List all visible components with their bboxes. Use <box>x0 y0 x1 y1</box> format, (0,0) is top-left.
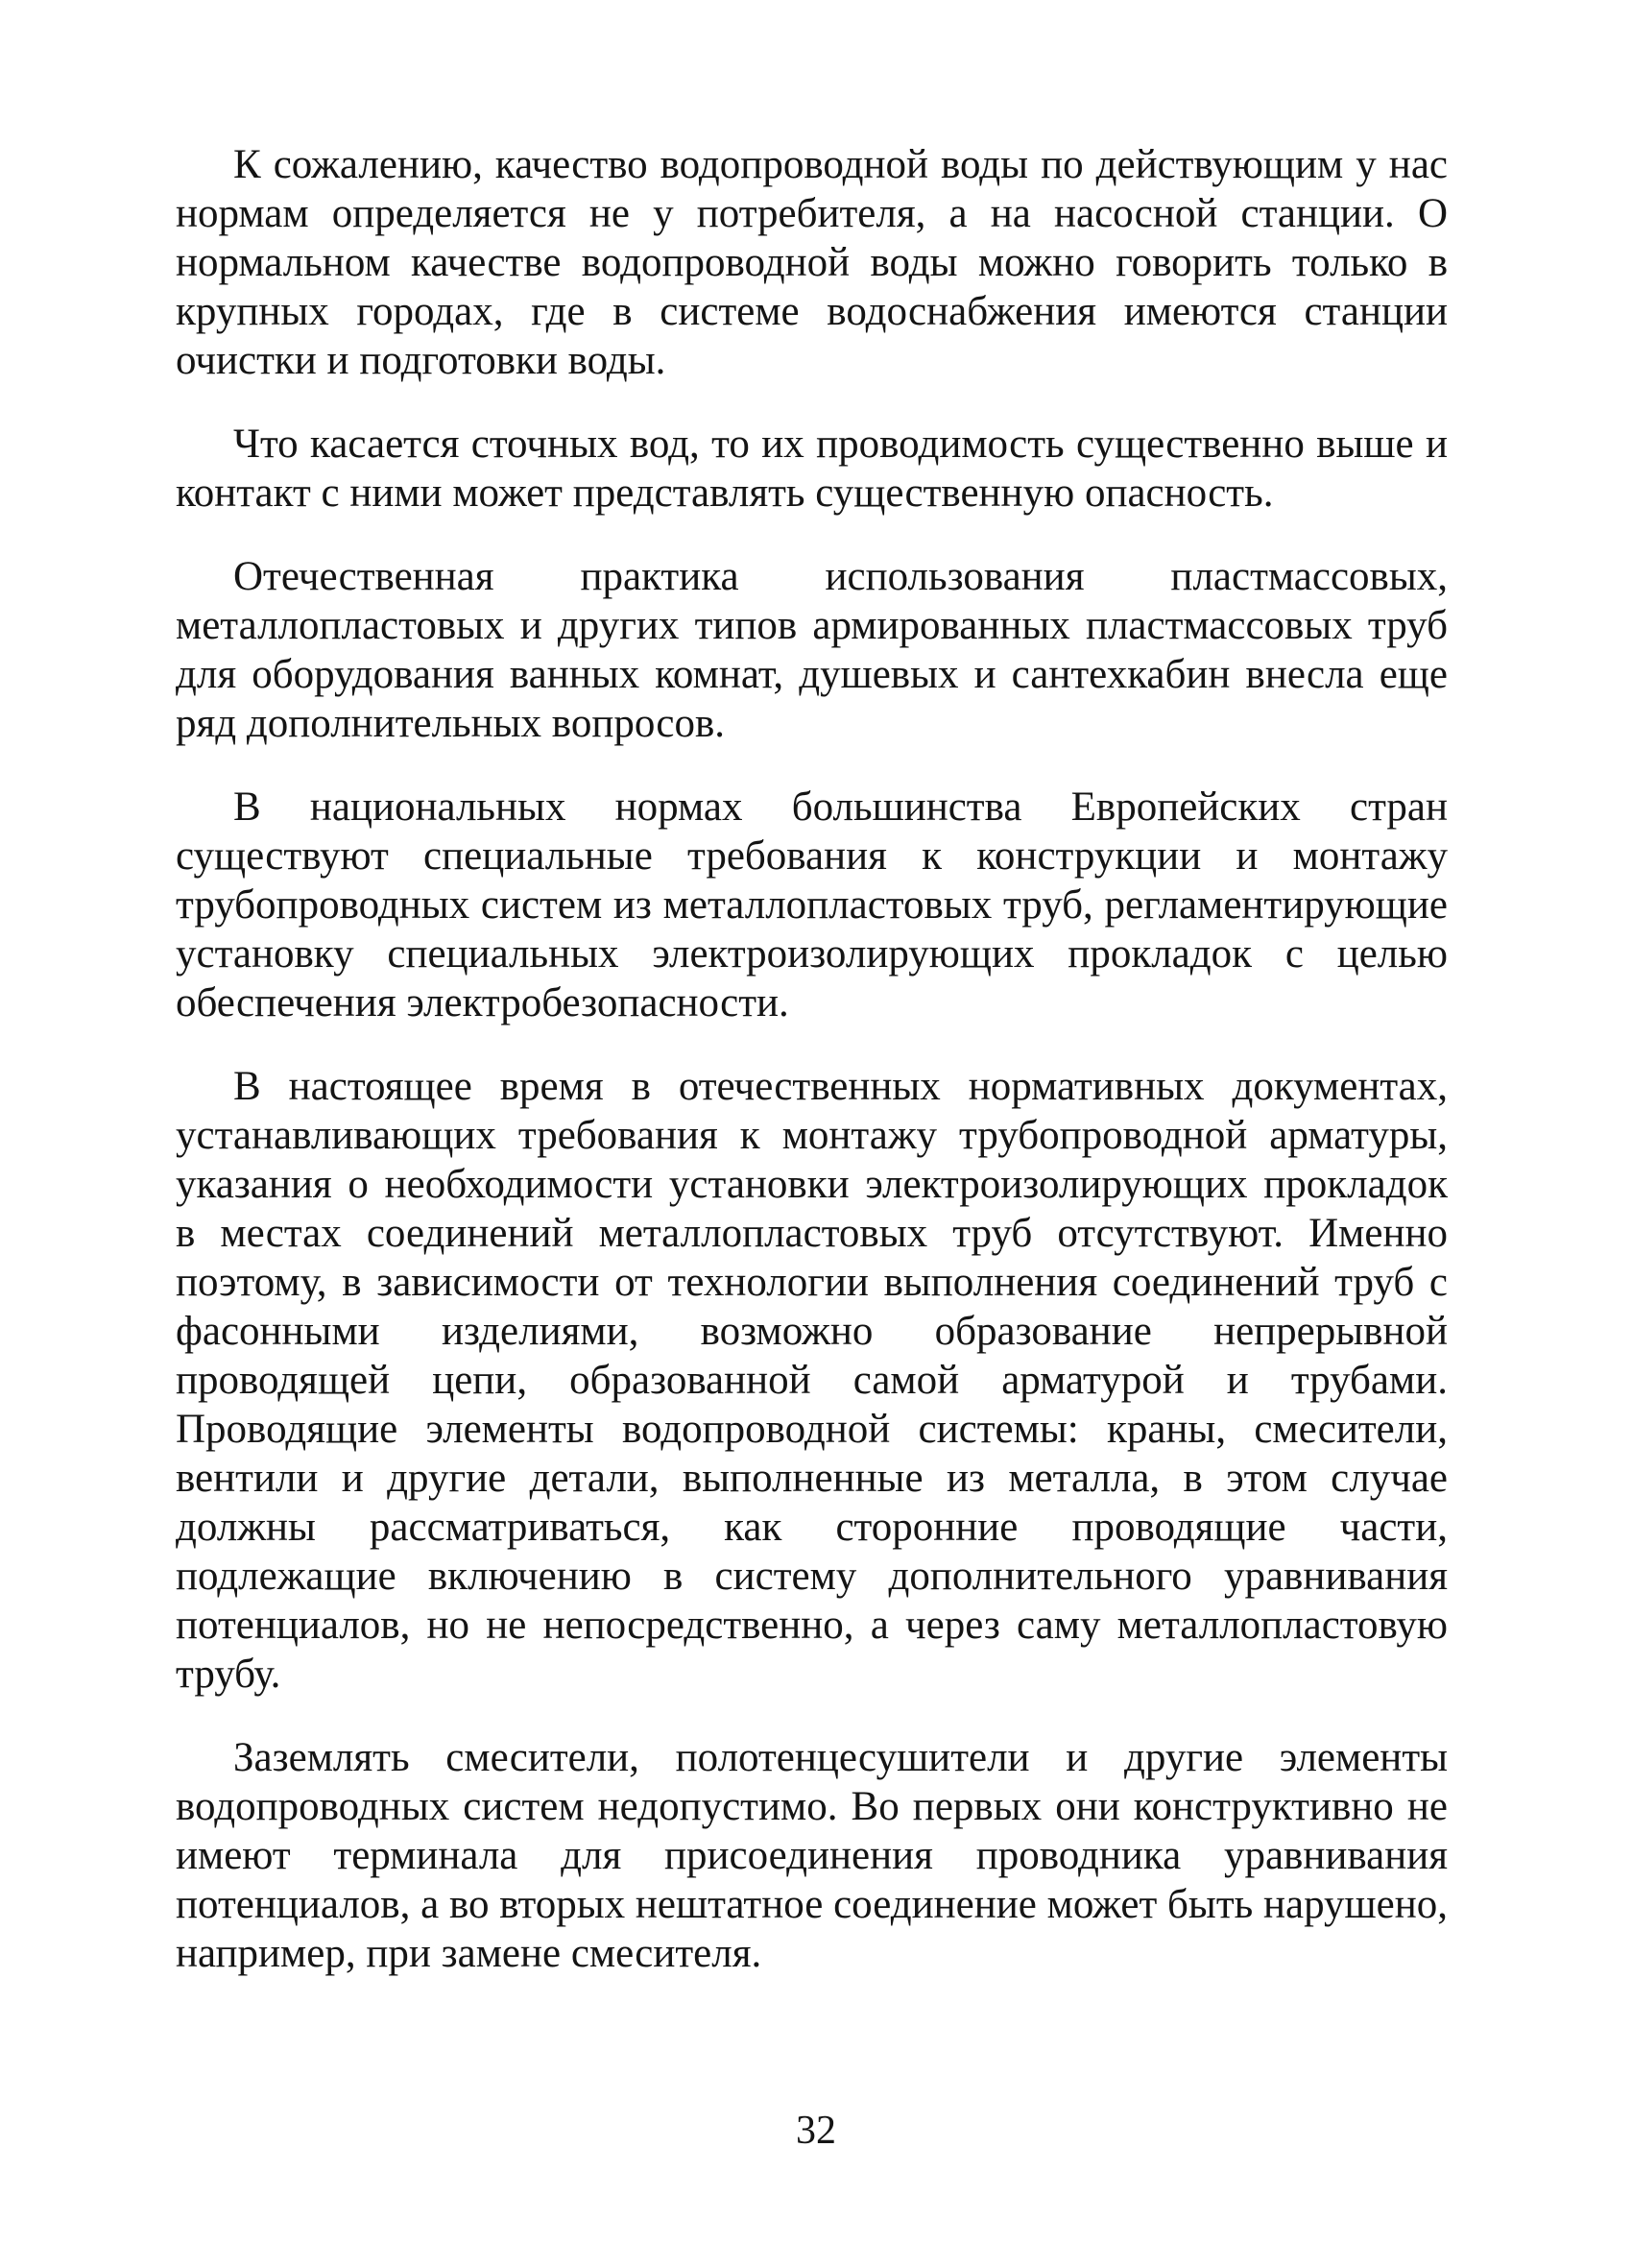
paragraph: Что касается сточных вод, то их проводимость существенно выше и контакт с ними может представлять существенную опасность. <box>176 422 1448 516</box>
paragraph: В национальных нормах большинства Европейских стран существуют специальные требования к конструкции и монтажу трубопроводных систем из металлопластовых труб, регламентирующие установку специальных электроизолирующих прокладок с целью обеспечения электробезопасности. <box>176 784 1448 1025</box>
paragraph: Отечественная практика использования пластмассовых, металлопластовых и других типов армированных пластмассовых труб для оборудования ванных комнат, душевых и сантехкабин внесла еще ряд дополнительных вопросов. <box>176 554 1448 746</box>
paragraph: В настоящее время в отечественных нормативных документах, устанавливающих требования к монтажу трубопроводной арматуры, указания о необходимости установки электроизолирующих прокладок в местах соединений металлопластовых труб отсутствуют. Именно поэтому, в зависимости от технологии выполнения соединений труб с фасонными изделиями, возможно образование непрерывной проводящей цепи, образованной самой арматурой и трубами. Проводящие элементы водопроводной системы: краны, смесители, вентили и другие детали, выполненные из металла, в этом случае должны рассматриваться, как сторонние проводящие части, подлежащие включению в систему дополнительного уравнивания потенциалов, но не непосредственно, а через саму металлопластовую трубу. <box>176 1064 1448 1697</box>
paragraph: Заземлять смесители, полотенцесушители и другие элементы водопроводных систем недопустимо. Во первых они конструктивно не имеют терминала для присоединения проводника уравнивания потенциалов, а во вторых нештатное соединение может быть нарушено, например, при замене смесителя. <box>176 1735 1448 1976</box>
paragraph: К сожалению, качество водопроводной воды по действующим у нас нормам определяется не у потребителя, а на насосной станции. О нормальном качестве водопроводной воды можно говорить только в крупных городах, где в системе водоснабжения имеются станции очистки и подготовки воды. <box>176 142 1448 383</box>
page-number: 32 <box>796 2109 836 2153</box>
page-body <box>176 140 1448 2013</box>
